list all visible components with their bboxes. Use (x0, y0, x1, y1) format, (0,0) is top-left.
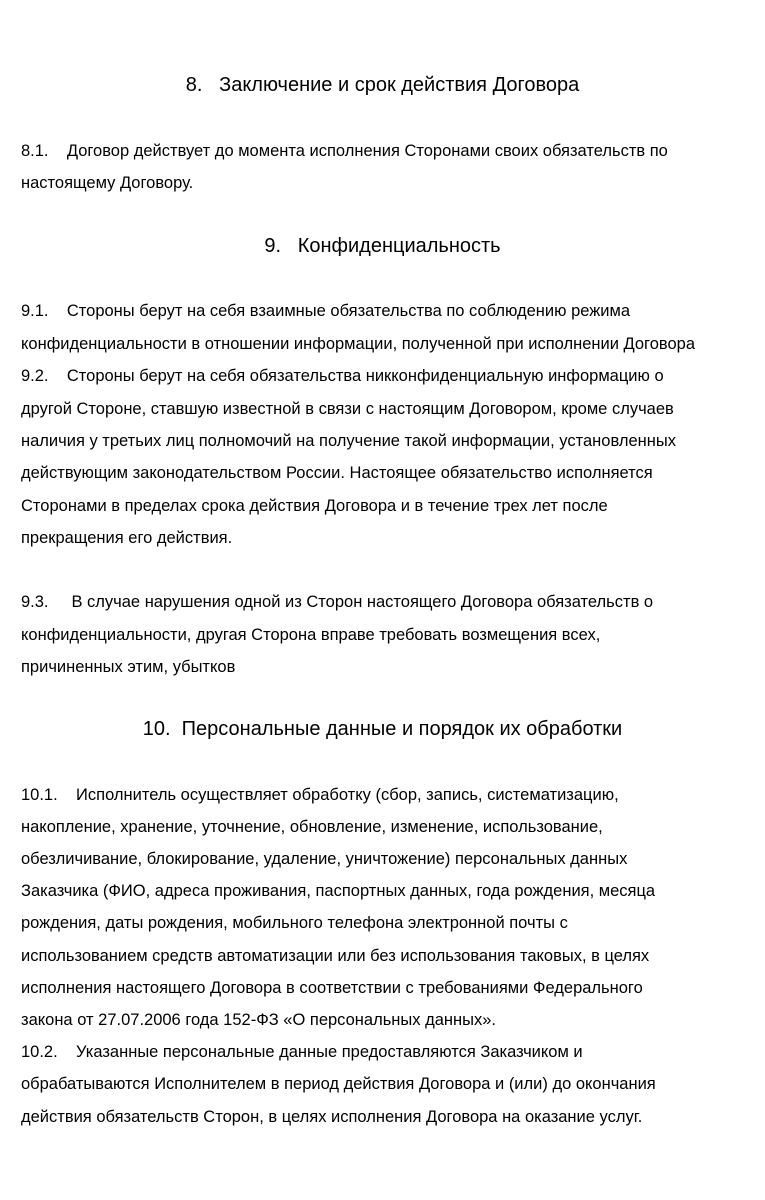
section-9-line: действующим законодательством России. Настоящее обязательство исполняется (21, 464, 653, 482)
section-9-line: 9.2. Стороны берут на себя обязательства никконфиденциальную информацию о (21, 367, 664, 385)
section-9-line: 9.3. В случае нарушения одной из Сторон настоящего Договора обязательств о (21, 593, 654, 611)
section-9-line: 9.1. Стороны берут на себя взаимные обязательства по соблюдению режима (21, 302, 631, 320)
section-10-line: Заказчика (ФИО, адреса проживания, паспортных данных, года рождения, месяца (21, 882, 656, 900)
section-9-line: причиненных этим, убытков (21, 658, 236, 676)
section-10-line: 10.1. Исполнитель осуществляет обработку (сбор, запись, систематизацию, (21, 786, 619, 804)
section-10-line: действия обязательств Сторон, в целях исполнения Договора на оказание услуг. (21, 1108, 643, 1126)
section-10-line: обрабатываются Исполнителем в период действия Договора и (или) до окончания (21, 1075, 656, 1093)
section-10-line: обезличивание, блокирование, удаление, уничтожение) персональных данных (21, 850, 628, 868)
section-9-line: конфиденциальности в отношении информации, полученной при исполнении Договора (21, 335, 696, 353)
section-8-title: 8. Заключение и срок действия Договора (185, 74, 580, 96)
section-9-line: прекращения его действия. (21, 529, 233, 547)
section-10-line: исполнения настоящего Договора в соответствии с требованиями Федерального (21, 979, 643, 997)
section-9-line: наличия у третьих лиц полномочий на получение такой информации, установленных (21, 432, 676, 450)
section-10-line: рождения, даты рождения, мобильного телефона электронной почты с (21, 914, 568, 932)
section-9-line: Сторонами в пределах срока действия Договора и в течение трех лет после (21, 497, 608, 515)
section-8-line: настоящему Договору. (21, 174, 194, 192)
section-10-line: накопление, хранение, уточнение, обновление, изменение, использование, (21, 818, 603, 836)
section-9-title: 9. Конфиденциальность (264, 235, 501, 257)
section-9-line: конфиденциальности, другая Сторона вправе требовать возмещения всех, (21, 626, 601, 644)
section-10-title: 10. Персональные данные и порядок их обработки (142, 718, 623, 740)
section-10-line: 10.2. Указанные персональные данные предоставляются Заказчиком и (21, 1043, 583, 1061)
section-8-line: 8.1. Договор действует до момента исполнения Сторонами своих обязательств по (21, 142, 668, 160)
section-10-line: закона от 27.07.2006 года 152-ФЗ «О персональных данных». (21, 1011, 497, 1029)
section-9-line: другой Стороне, ставшую известной в связи с настоящим Договором, кроме случаев (21, 400, 674, 418)
section-10-line: использованием средств автоматизации или без использования таковых, в целях (21, 947, 650, 965)
